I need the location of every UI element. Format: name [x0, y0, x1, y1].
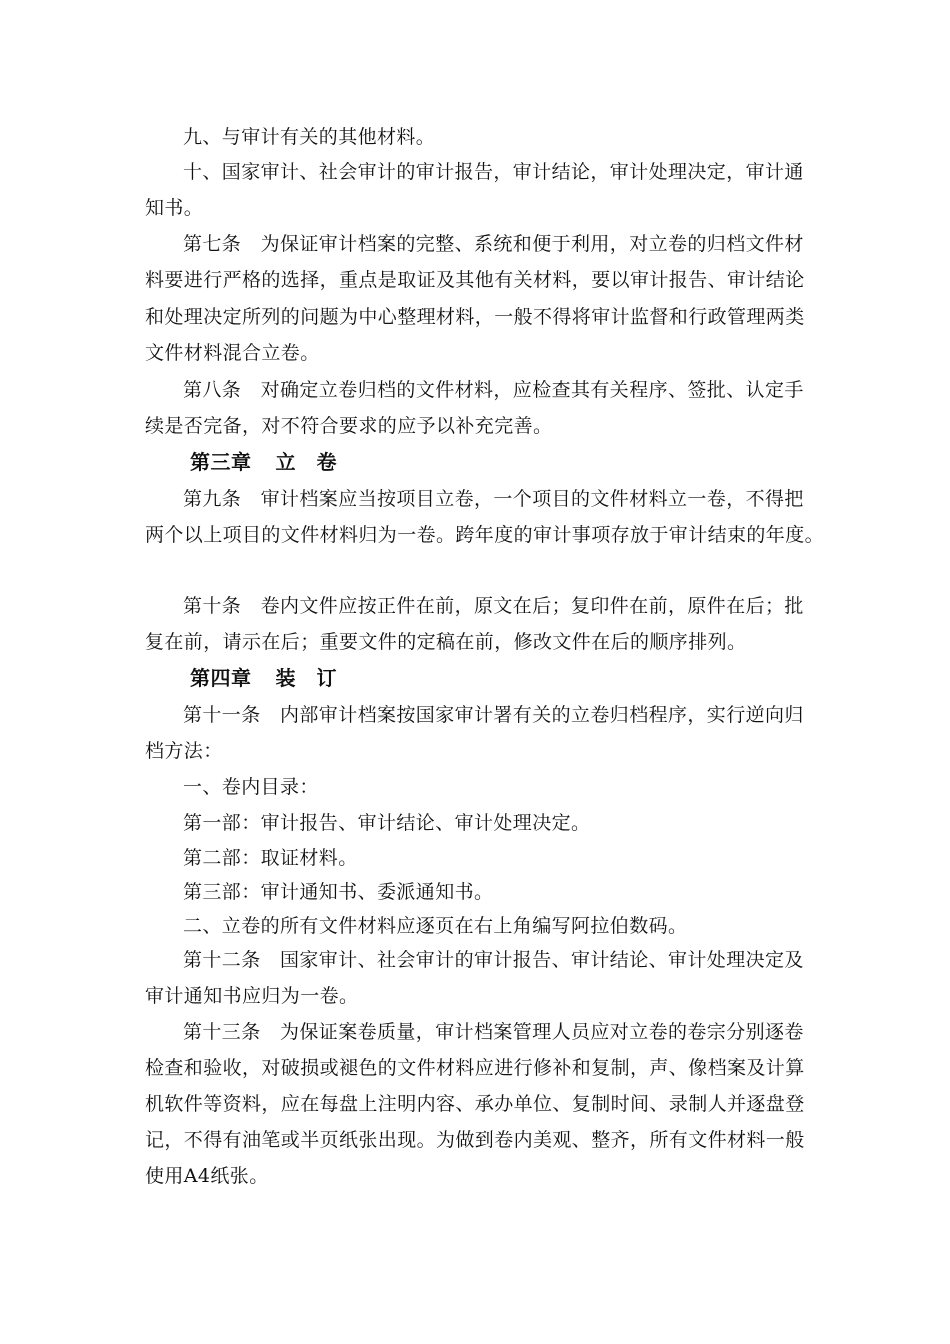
text-line: 第七条 为保证审计档案的完整、系统和便于利用，对立卷的归档文件材 — [183, 233, 804, 255]
text-line: 第二部：取证材料。 — [183, 847, 358, 869]
chapter-title: 装 订 — [275, 666, 337, 690]
text-line: 料要进行严格的选择，重点是取证及其他有关材料，要以审计报告、审计结论 — [145, 269, 805, 291]
text-line: 二、立卷的所有文件材料应逐页在右上角编写阿拉伯数码。 — [183, 915, 688, 937]
text-line: 一、卷内目录： — [183, 776, 319, 798]
text-line: 九、与审计有关的其他材料。 — [183, 126, 436, 148]
text-line: 记，不得有油笔或半页纸张出现。为做到卷内美观、整齐，所有文件材料一般 — [145, 1129, 805, 1151]
chapter-label: 第三章 — [190, 450, 252, 474]
chapter-heading — [190, 665, 337, 691]
text-line: 第十二条 国家审计、社会审计的审计报告、审计结论、审计处理决定及 — [183, 949, 804, 971]
text-line: 第十三条 为保证案卷质量，审计档案管理人员应对立卷的卷宗分别逐卷 — [183, 1021, 804, 1043]
text-line: 第八条 对确定立卷归档的文件材料，应检查其有关程序、签批、认定手 — [183, 379, 804, 401]
text-line: 两个以上项目的文件材料归为一卷。跨年度的审计事项存放于审计结束的年度。 — [145, 524, 825, 546]
text-line: 续是否完备，对不符合要求的应予以补充完善。 — [145, 415, 553, 437]
text-line: 和处理决定所列的问题为中心整理材料，一般不得将审计监督和行政管理两类 — [145, 306, 805, 328]
text-line: 第一部：审计报告、审计结论、审计处理决定。 — [183, 812, 591, 834]
text-line: 第十一条 内部审计档案按国家审计署有关的立卷归档程序，实行逆向归 — [183, 704, 804, 726]
chapter-heading — [190, 449, 337, 475]
text-line: 第三部：审计通知书、委派通知书。 — [183, 881, 494, 903]
text-line: 第十条 卷内文件应按正件在前，原文在后；复印件在前，原件在后；批 — [183, 595, 804, 617]
text-line: 复在前，请示在后；重要文件的定稿在前，修改文件在后的顺序排列。 — [145, 631, 747, 653]
text-line: 知书。 — [145, 197, 204, 219]
chapter-title: 立 卷 — [275, 450, 337, 474]
text-line: 使用A4纸张。 — [145, 1165, 269, 1187]
text-line: 机软件等资料，应在每盘上注明内容、承办单位、复制时间、录制人并逐盘登 — [145, 1093, 805, 1115]
text-line: 档方法： — [145, 740, 223, 762]
text-line: 文件材料混合立卷。 — [145, 342, 320, 364]
text-line: 十、国家审计、社会审计的审计报告，审计结论，审计处理决定，审计通 — [183, 161, 804, 183]
text-line: 审计通知书应归为一卷。 — [145, 985, 359, 1007]
text-line: 检查和验收，对破损或褪色的文件材料应进行修补和复制，声、像档案及计算 — [145, 1057, 805, 1079]
text-line: 第九条 审计档案应当按项目立卷，一个项目的文件材料立一卷，不得把 — [183, 488, 804, 510]
chapter-label: 第四章 — [190, 666, 252, 690]
